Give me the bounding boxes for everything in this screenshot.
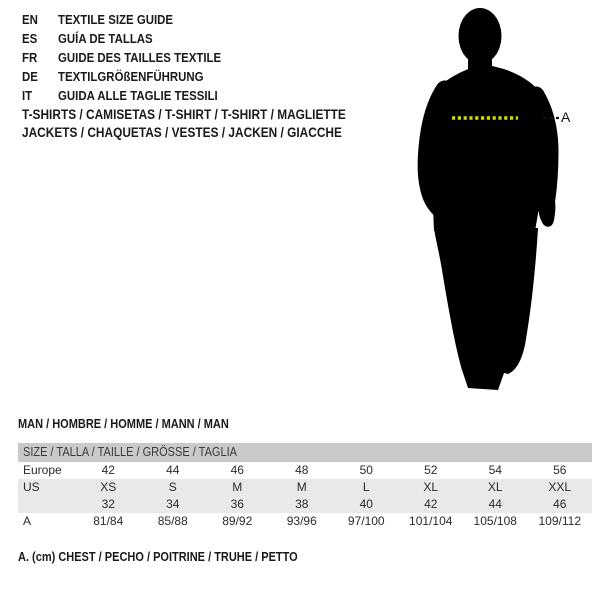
cell: XXL <box>548 480 572 494</box>
cell: M <box>232 480 243 494</box>
man-figure <box>396 2 586 398</box>
cell: S <box>168 480 177 494</box>
category-tshirts: T-SHIRTS / CAMISETAS / T-SHIRT / T-SHIRT / MAGLIETTE <box>22 107 346 122</box>
table-row-chest-a <box>18 513 592 530</box>
language-code: DE <box>22 69 38 84</box>
cell: M <box>296 480 307 494</box>
cell: XL <box>423 480 439 494</box>
language-list <box>22 10 243 105</box>
cell: 81/84 <box>93 514 124 528</box>
man-silhouette-svg <box>396 2 586 398</box>
category-jackets: JACKETS / CHAQUETAS / VESTES / JACKEN / GIACCHE <box>22 125 342 140</box>
cell: 89/92 <box>222 514 253 528</box>
table-row-us <box>18 479 592 496</box>
cell: 48 <box>295 463 309 477</box>
table-row-europe <box>18 462 592 479</box>
language-row-it <box>22 86 243 105</box>
cell: 54 <box>488 463 502 477</box>
cell: 44 <box>488 497 502 511</box>
language-code: IT <box>22 88 33 103</box>
language-row-fr <box>22 48 243 67</box>
cell: 34 <box>166 497 180 511</box>
cell: XS <box>100 480 117 494</box>
cell: 105/108 <box>473 514 517 528</box>
language-code: FR <box>22 50 38 65</box>
cell: 42 <box>424 497 438 511</box>
language-row-en <box>22 10 243 29</box>
cell: L <box>362 480 370 494</box>
cell: 44 <box>166 463 180 477</box>
cell: 52 <box>424 463 438 477</box>
size-table-header: SIZE / TALLA / TAILLE / GRÖSSE / TAGLIA <box>23 445 237 459</box>
cell: 36 <box>230 497 244 511</box>
cell: 85/88 <box>157 514 188 528</box>
silhouette-right-hand <box>538 193 555 227</box>
cell: 42 <box>101 463 115 477</box>
language-code: ES <box>22 31 38 46</box>
section-title-man: MAN / HOMBRE / HOMME / MANN / MAN <box>18 417 229 431</box>
language-code: EN <box>22 12 38 27</box>
size-table <box>18 443 592 530</box>
language-row-es <box>22 29 243 48</box>
cell: 46 <box>230 463 244 477</box>
cell: 97/100 <box>347 514 385 528</box>
measure-label-a: A <box>561 109 571 125</box>
cell: 46 <box>553 497 567 511</box>
language-row-de <box>22 67 243 86</box>
cell: 56 <box>553 463 567 477</box>
cell: XL <box>487 480 503 494</box>
row-label: A <box>23 514 32 528</box>
row-label <box>18 496 76 513</box>
table-row-numeric <box>18 496 592 513</box>
cell: 32 <box>101 497 115 511</box>
cell: 38 <box>295 497 309 511</box>
row-label: US <box>23 480 40 494</box>
language-title: TEXTILE SIZE GUIDE <box>58 12 174 27</box>
language-title: TEXTILGRÖßENFÜHRUNG <box>58 69 204 84</box>
cell: 40 <box>359 497 373 511</box>
row-label: Europe <box>23 463 62 477</box>
silhouette-legs <box>434 228 538 390</box>
language-title: GUIDE DES TAILLES TEXTILE <box>58 50 222 65</box>
category-list <box>22 106 390 142</box>
measurement-footnote: A. (cm) CHEST / PECHO / POITRINE / TRUHE / PETTO <box>18 550 298 564</box>
cell: 101/104 <box>409 514 453 528</box>
cell: 109/112 <box>538 514 581 528</box>
cell: 93/96 <box>286 514 317 528</box>
language-title: GUIDA ALLE TAGLIE TESSILI <box>58 88 218 103</box>
language-title: GUÍA DE TALLAS <box>58 31 153 46</box>
cell: 50 <box>359 463 373 477</box>
